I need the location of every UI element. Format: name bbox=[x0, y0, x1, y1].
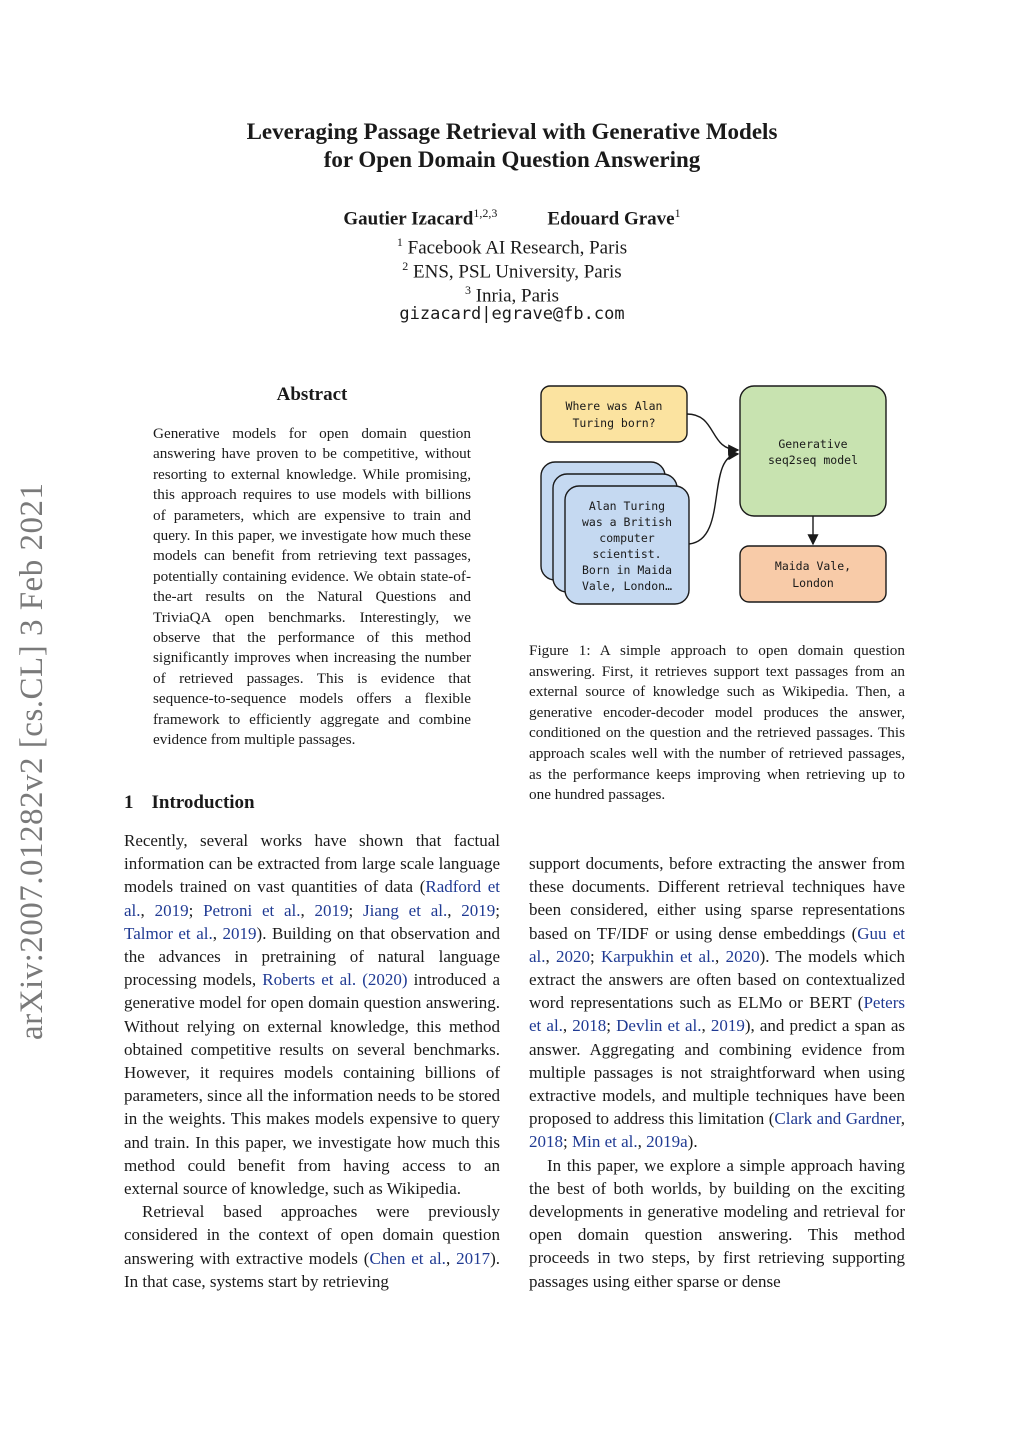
citation-year-link[interactable]: 2020 bbox=[725, 946, 760, 966]
arrow-passages-to-model bbox=[689, 454, 738, 544]
citation-link[interactable]: Chen et al. bbox=[369, 1248, 446, 1268]
intro-right-column bbox=[529, 852, 905, 1293]
citation-year-link[interactable]: 2018 bbox=[572, 1016, 607, 1036]
email-address[interactable]: gizacard|egrave@fb.com bbox=[399, 304, 625, 324]
answer-text-line-2: London bbox=[792, 576, 834, 590]
question-text-line-2: Turing born? bbox=[572, 416, 656, 430]
citation-link[interactable]: Roberts et al. bbox=[262, 970, 357, 990]
affiliation-1: $^1$ Facebook AI Research, Paris bbox=[396, 235, 628, 259]
author-line bbox=[0, 206, 1024, 230]
model-text-line-2: seq2seq model bbox=[767, 453, 859, 467]
author-2-name: Edouard Grave bbox=[547, 208, 675, 230]
arrow-question-to-model bbox=[687, 414, 738, 450]
citation-link[interactable]: Min et al. bbox=[571, 1132, 638, 1152]
citation-year-link[interactable]: 2019 bbox=[222, 923, 257, 943]
citation-year-link[interactable]: 2019 bbox=[314, 900, 349, 920]
question-box bbox=[541, 386, 687, 442]
citation-year-link[interactable]: 2019a bbox=[646, 1132, 688, 1152]
abstract-text: Generative models for open domain question answering have proven to be competitive, without resorting to external knowledge. While promising, this approach requires to use models with billions of parameters, which are expensive to train and query. In this paper, we investigate how much these models can benefit from retrieving text passages, potentially containing evidence. We obtain state-of-the-art results on the Natural Questions and TriviaQA open benchmarks. Interestingly, we observe that the performance of this method significantly improves when increasing the number of retrieved passages. This is evidence that sequence-to-sequence models offers a flexible framework to efficiently aggregate and combine evidence from multiple passages. bbox=[153, 425, 471, 749]
intro-left-column bbox=[124, 829, 500, 1293]
section-heading-introduction bbox=[124, 792, 255, 814]
intro-paragraph-2: Retrieval based approaches were previously considered in the context of open domain question answering with extractive models (Chen et al., 2017). In that case, systems start by retrieving bbox=[124, 1202, 501, 1291]
citation-link[interactable]: Jiang et al. bbox=[363, 900, 448, 920]
question-text-line-1: Where was Alan bbox=[565, 399, 663, 413]
citation-link[interactable]: Petroni et al. bbox=[203, 900, 301, 920]
citation-link[interactable]: Karpukhin et al. bbox=[601, 946, 716, 966]
section-number: 1 bbox=[124, 792, 134, 813]
model-box bbox=[740, 386, 886, 516]
citation-link[interactable]: Radford et al. bbox=[124, 877, 500, 920]
citation-link[interactable]: Devlin et al. bbox=[616, 1016, 702, 1036]
passage-line: Vale, London… bbox=[581, 579, 673, 593]
citation-year-link[interactable]: 2017 bbox=[456, 1248, 491, 1268]
model-text-line-1: Generative bbox=[778, 437, 848, 451]
citation-link[interactable]: Peters et al. bbox=[529, 993, 905, 1036]
author-2-affil: 1 bbox=[674, 206, 681, 220]
section-title: Introduction bbox=[151, 792, 255, 813]
intro-paragraph-1: Recently, several works have shown that factual information can be extracted from large scale language models trained on vast quantities of data (Radford et al., 2019; Petroni et al., 2019; Jiang et al., 2019; Talmor et al., 2019). Building on that observation and the advances in pretraining of natural language processing models, Roberts et al. (2020) introduced a generative model for open domain question answering. Without relying on external knowledge, this method obtained competitive results on several benchmarks. However, it requires models containing billions of parameters, since all the information needs to be stored in the weights. This makes models expensive to query and train. In this paper, we investigate how much this method could benefit from having access to an external source of knowledge, such as Wikipedia. bbox=[124, 831, 501, 1199]
citation-link[interactable]: Talmor et al. bbox=[124, 923, 213, 943]
citation-year-link[interactable]: 2019 bbox=[710, 1016, 745, 1036]
passage-line: Alan Turing bbox=[588, 499, 666, 513]
paper-title bbox=[0, 118, 1024, 174]
affiliation-3: $^3$ Inria, Paris bbox=[464, 283, 560, 307]
intro-paragraph-3: support documents, before extracting the answer from these documents. Different retrieval techniques have been considered, either using sparse representations based on TF/IDF or using dense embeddings (Guu et al., 2020; Karpukhin et al., 2020). The models which extract the answers are often based on contextualized word representations such as ELMo or BERT (Peters et al., 2018; Devlin et al., 2019), and predict a span as answer. Aggregating and combining evidence from multiple passages is not straightforward when using extractive models, and multiple techniques have been proposed to address this limitation (Clark and Gardner, 2018; Min et al., 2019a). bbox=[529, 854, 906, 1152]
citation-year-link[interactable]: 2019 bbox=[154, 900, 189, 920]
passage-line: scientist. bbox=[592, 547, 662, 561]
affiliation-2: $^2$ ENS, PSL University, Paris bbox=[402, 259, 622, 283]
citation-year-link[interactable]: 2019 bbox=[461, 900, 496, 920]
citation-link[interactable]: Guu et al. bbox=[529, 923, 906, 966]
citation-link[interactable]: Clark and Gardner bbox=[774, 1109, 901, 1129]
figure-1-caption: Figure 1: A simple approach to open domain question answering. First, it retrieves support text passages from an external source of knowledge such as Wikipedia. Then, a generative encoder-decoder model produces the answer, conditioned on the question and the retrieved passages. This approach scales well with the number of retrieved passages, as the performance keeps improving when retrieving up to one hundred passages. bbox=[529, 642, 905, 804]
arxiv-stamp: arXiv:2007.01282v2 [cs.CL] 3 Feb 2021 bbox=[14, 482, 50, 1040]
figure-1-diagram bbox=[529, 380, 905, 620]
abstract-heading: Abstract bbox=[276, 384, 348, 405]
intro-paragraph-4: In this paper, we explore a simple approach having the best of both worlds, by building on the exciting developments in generative modeling and retrieval for open domain question answering. This method proceeds in two steps, by first retrieving supporting passages using either sparse or dense bbox=[529, 1155, 905, 1291]
citation-year-link[interactable]: (2020) bbox=[362, 970, 408, 990]
passage-line: computer bbox=[599, 531, 655, 545]
title-line-1: Leveraging Passage Retrieval with Generative Models bbox=[246, 119, 778, 144]
title-line-2: for Open Domain Question Answering bbox=[323, 147, 701, 172]
citation-year-link[interactable]: 2020 bbox=[556, 946, 591, 966]
answer-text-line-1: Maida Vale, bbox=[774, 559, 852, 573]
author-1-affil: 1,2,3 bbox=[473, 206, 498, 220]
passage-line: was a British bbox=[581, 515, 673, 529]
passage-line: Born in Maida bbox=[581, 563, 673, 577]
author-1-name: Gautier Izacard bbox=[343, 208, 474, 230]
citation-year-link[interactable]: 2018 bbox=[529, 1132, 563, 1152]
answer-box bbox=[740, 546, 886, 602]
